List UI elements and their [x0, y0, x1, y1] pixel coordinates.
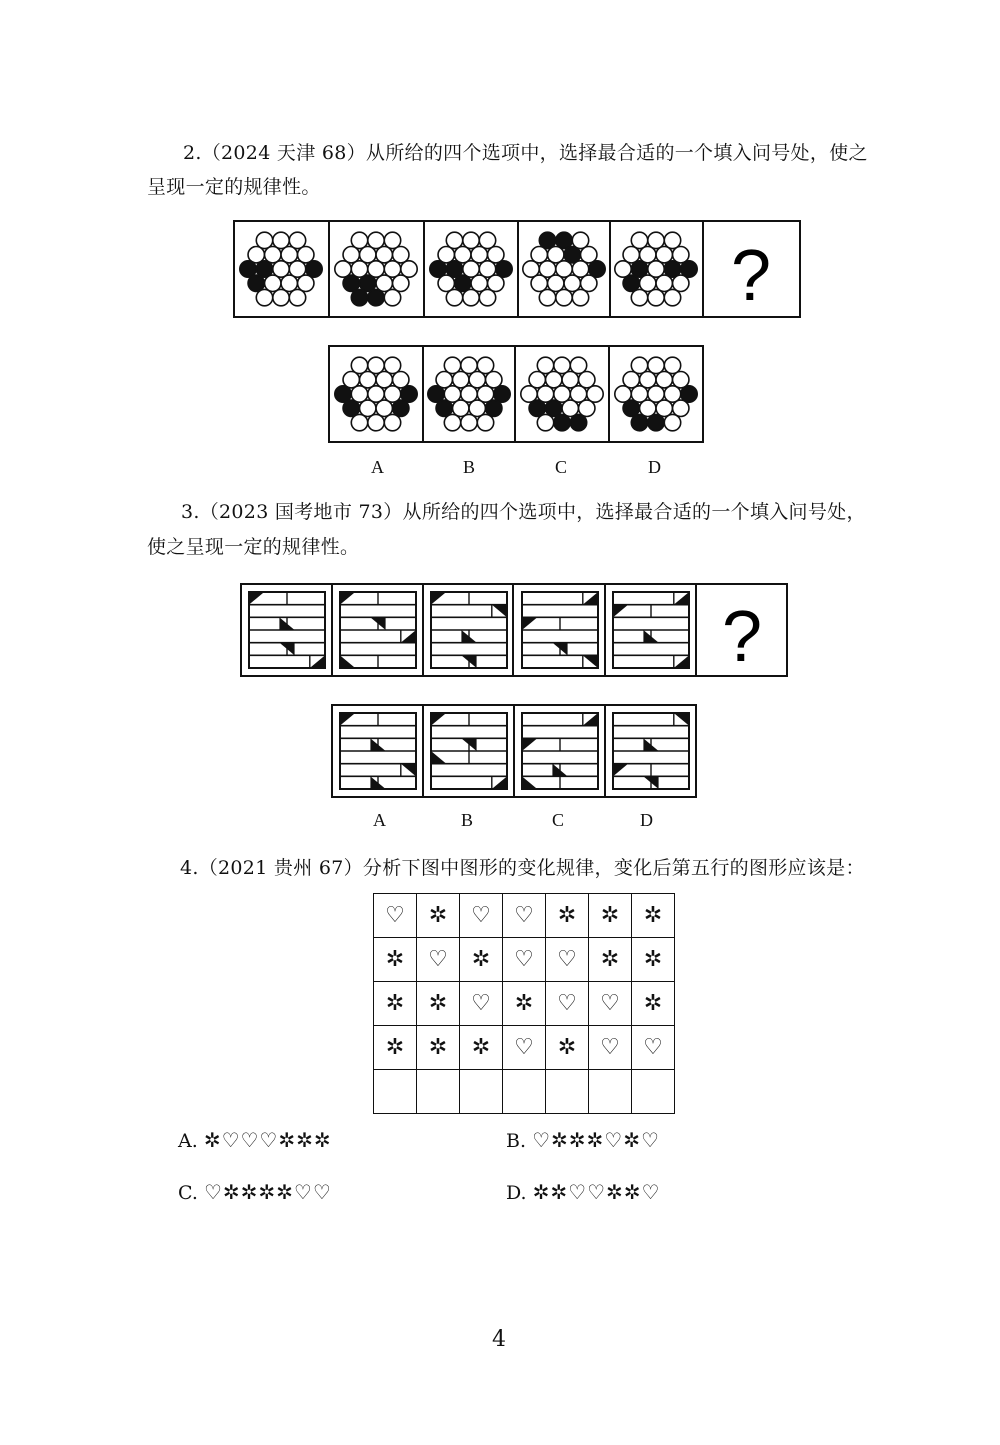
- q4-grid-cell: ✲: [460, 938, 503, 982]
- q4-grid-cell: ♡: [460, 894, 503, 938]
- q4-grid-cell: [632, 1070, 675, 1114]
- q4-option-b-symbols: ♡✲✲✲♡✲♡: [532, 1128, 660, 1152]
- q3-text-line2: 使之呈现一定的规律性。: [147, 536, 360, 558]
- q3-striped-figure: [249, 592, 325, 668]
- q2-option-cluster: [428, 357, 510, 431]
- q2-circle-cluster: [615, 232, 697, 306]
- q4-grid-cell: ♡: [632, 1026, 675, 1070]
- q4-grid-row-4: [374, 1026, 675, 1070]
- q4-grid-cell: ✲: [460, 1026, 503, 1070]
- q2-text-line1: 2.（2024 天津 68）从所给的四个选项中，选择最合适的一个填入问号处，使之: [183, 142, 868, 164]
- q3-option-figures: [331, 704, 697, 798]
- q4-grid-cell: ✲: [417, 894, 460, 938]
- q4-grid-cell: ✲: [632, 982, 675, 1026]
- q4-grid-cell: [374, 1070, 417, 1114]
- q2-option-label-a: A: [371, 457, 384, 477]
- q4-grid-cell: ♡: [546, 982, 589, 1026]
- q2-question-mark: ?: [730, 236, 772, 316]
- q4-grid-row-3: [374, 982, 675, 1026]
- q2-option-cluster: [615, 357, 697, 431]
- q4-option-a-label: A.: [178, 1130, 198, 1152]
- q4-option-a-symbols: ✲♡♡♡✲✲✲: [203, 1128, 332, 1152]
- q2-circle-cluster: [335, 232, 417, 306]
- q2-option-label-d: D: [648, 457, 661, 477]
- q4-grid-cell: [589, 1070, 632, 1114]
- q4-grid-cell: ♡: [503, 938, 546, 982]
- q4-grid-cell: ✲: [589, 894, 632, 938]
- q3-text-line1: 3.（2023 国考地市 73）从所给的四个选项中，选择最合适的一个填入问号处，: [181, 501, 866, 523]
- q4-grid-cell: ✲: [546, 894, 589, 938]
- q2-circle-cluster: [523, 232, 605, 306]
- q2-option-cluster: [335, 357, 417, 431]
- q4-grid-cell: ✲: [589, 938, 632, 982]
- q3-option-label-d: D: [640, 810, 653, 830]
- q3-option-figure: [340, 713, 416, 789]
- q4-grid-cell: ✲: [546, 1026, 589, 1070]
- q4-grid-cell: ✲: [417, 982, 460, 1026]
- q4-grid-row-5: [374, 1070, 675, 1114]
- q4-option-d-label: D.: [506, 1182, 527, 1204]
- q4-option-a: [178, 1128, 332, 1152]
- q3-option-figure: [522, 713, 598, 789]
- q4-grid-row-1: [374, 894, 675, 938]
- q4-grid-cell: ✲: [374, 938, 417, 982]
- page-number: 4: [492, 1327, 506, 1352]
- q4-grid-cell: ♡: [503, 894, 546, 938]
- q4-grid-cell: [503, 1070, 546, 1114]
- q4-grid-cell: ✲: [417, 1026, 460, 1070]
- q4-grid-cell: ♡: [374, 894, 417, 938]
- q4-grid-cell: ♡: [589, 982, 632, 1026]
- q4-grid-cell: ✲: [632, 938, 675, 982]
- q3-striped-figure: [522, 592, 598, 668]
- q4-grid-cell: ♡: [460, 982, 503, 1026]
- q2-option-cluster: [521, 357, 603, 431]
- q3-question-mark: ?: [721, 597, 763, 677]
- q2-text-line2: 呈现一定的规律性。: [147, 176, 321, 198]
- q3-option-label-b: B: [461, 810, 474, 830]
- q4-option-c-label: C.: [178, 1182, 198, 1204]
- q2-option-label-b: B: [463, 457, 476, 477]
- q4-text: 4.（2021 贵州 67）分析下图中图形的变化规律，变化后第五行的图形应该是：: [180, 857, 865, 879]
- q4-grid-cell: ✲: [632, 894, 675, 938]
- q4-symbol-grid: [373, 893, 675, 1114]
- q3-striped-figure: [431, 592, 507, 668]
- q4-grid-cell: ♡: [589, 1026, 632, 1070]
- q4-option-c: [178, 1180, 332, 1204]
- q4-grid-cell: [546, 1070, 589, 1114]
- q4-grid-cell: ✲: [503, 982, 546, 1026]
- q4-grid-cell: ♡: [546, 938, 589, 982]
- q4-grid-cell: [460, 1070, 503, 1114]
- q4-option-b-label: B.: [506, 1130, 527, 1152]
- q2-option-figures: [328, 345, 704, 443]
- q4-option-b: [506, 1128, 660, 1152]
- q4-grid-cell: ✲: [374, 982, 417, 1026]
- q4-grid-cell: ♡: [503, 1026, 546, 1070]
- q2-question-figures: [233, 220, 801, 318]
- q3-striped-figure: [340, 592, 416, 668]
- q2-circle-cluster: [430, 232, 512, 306]
- q4-option-d-symbols: ✲✲♡♡✲✲♡: [532, 1180, 661, 1204]
- q4-grid-cell: [417, 1070, 460, 1114]
- q2-option-label-c: C: [555, 457, 568, 477]
- q4-option-c-symbols: ♡✲✲✲✲♡♡: [203, 1180, 332, 1204]
- q3-option-figure: [431, 713, 507, 789]
- q3-striped-figure: [613, 592, 689, 668]
- q4-grid-row-2: [374, 938, 675, 982]
- q2-circle-cluster: [240, 232, 322, 306]
- q3-question-figures: [240, 583, 788, 677]
- q3-option-label-c: C: [552, 810, 565, 830]
- q3-option-label-a: A: [373, 810, 386, 830]
- q3-option-figure: [613, 713, 689, 789]
- q4-option-d: [506, 1180, 660, 1204]
- q4-grid-cell: ♡: [417, 938, 460, 982]
- q4-grid-cell: ✲: [374, 1026, 417, 1070]
